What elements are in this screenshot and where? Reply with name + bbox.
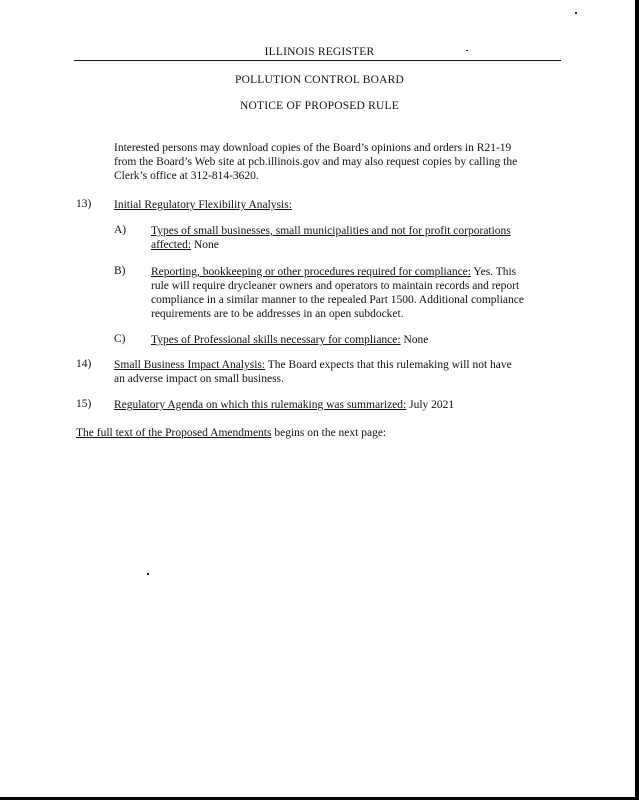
intro-line: from the Board’s Web site at pcb.illinois.gov and may also request copies by calling the	[114, 156, 518, 168]
closing-line	[76, 426, 386, 440]
item-b-body-line: compliance in a similar manner to the repealed Part 1500. Additional compliance	[151, 294, 524, 306]
agency-name: POLLUTION CONTROL BOARD	[234, 74, 404, 86]
section-14-body: The Board expects that this rulemaking will not have	[265, 359, 512, 371]
section-14-body-line: an adverse impact on small business.	[114, 373, 284, 385]
item-b-body-line: rule will require drycleaner owners and operators to maintain records and report	[151, 280, 520, 292]
item-b-first-line	[151, 265, 516, 279]
scan-border-right	[635, 0, 639, 800]
intro-line: Clerk’s office at 312-814-3620.	[114, 170, 259, 182]
section-13-heading-text: Initial Regulatory Flexibility Analysis:	[114, 199, 292, 211]
section-14-heading: Small Business Impact Analysis:	[114, 359, 266, 371]
header-rule	[74, 60, 561, 61]
item-a-heading: Types of small businesses, small municipalities and not for profit corporations	[151, 225, 511, 237]
section-13-heading	[114, 198, 292, 212]
item-b-answer: Yes. This	[470, 266, 517, 278]
intro-line: Interested persons may download copies of the Board’s opinions and orders in R21-19	[114, 142, 512, 154]
section-13-number: 13)	[76, 198, 92, 210]
item-b-letter: B)	[114, 265, 126, 277]
section-15-body: July 2021	[406, 399, 455, 411]
item-a-letter: A)	[114, 224, 127, 236]
item-c-line	[151, 333, 428, 347]
section-15-number: 15)	[76, 398, 92, 410]
item-c-answer: None	[400, 334, 429, 346]
item-b-body-line: requirements are to be addresses in an open subdocket.	[151, 308, 404, 320]
item-a-answer: None	[191, 239, 219, 251]
item-a-heading-cont: affected:	[151, 239, 192, 251]
item-b-heading: Reporting, bookkeeping or other procedures required for compliance:	[151, 266, 471, 278]
notice-type: NOTICE OF PROPOSED RULE	[240, 100, 399, 112]
item-c-heading: Types of Professional skills necessary for compliance:	[151, 334, 401, 346]
scan-speck	[575, 12, 577, 14]
item-a-body-line	[151, 238, 219, 252]
closing-underlined: The full text of the Proposed Amendments	[76, 427, 272, 439]
closing-rest: begins on the next page:	[271, 427, 387, 439]
item-a-heading-line	[151, 224, 511, 238]
scan-speck	[147, 573, 149, 575]
register-title: ILLINOIS REGISTER	[264, 46, 375, 58]
section-14-number: 14)	[76, 358, 92, 370]
section-15-line	[114, 398, 454, 412]
section-15-heading: Regulatory Agenda on which this rulemaking was summarized:	[114, 399, 407, 411]
section-14-first-line	[114, 358, 512, 372]
item-c-letter: C)	[114, 333, 126, 345]
